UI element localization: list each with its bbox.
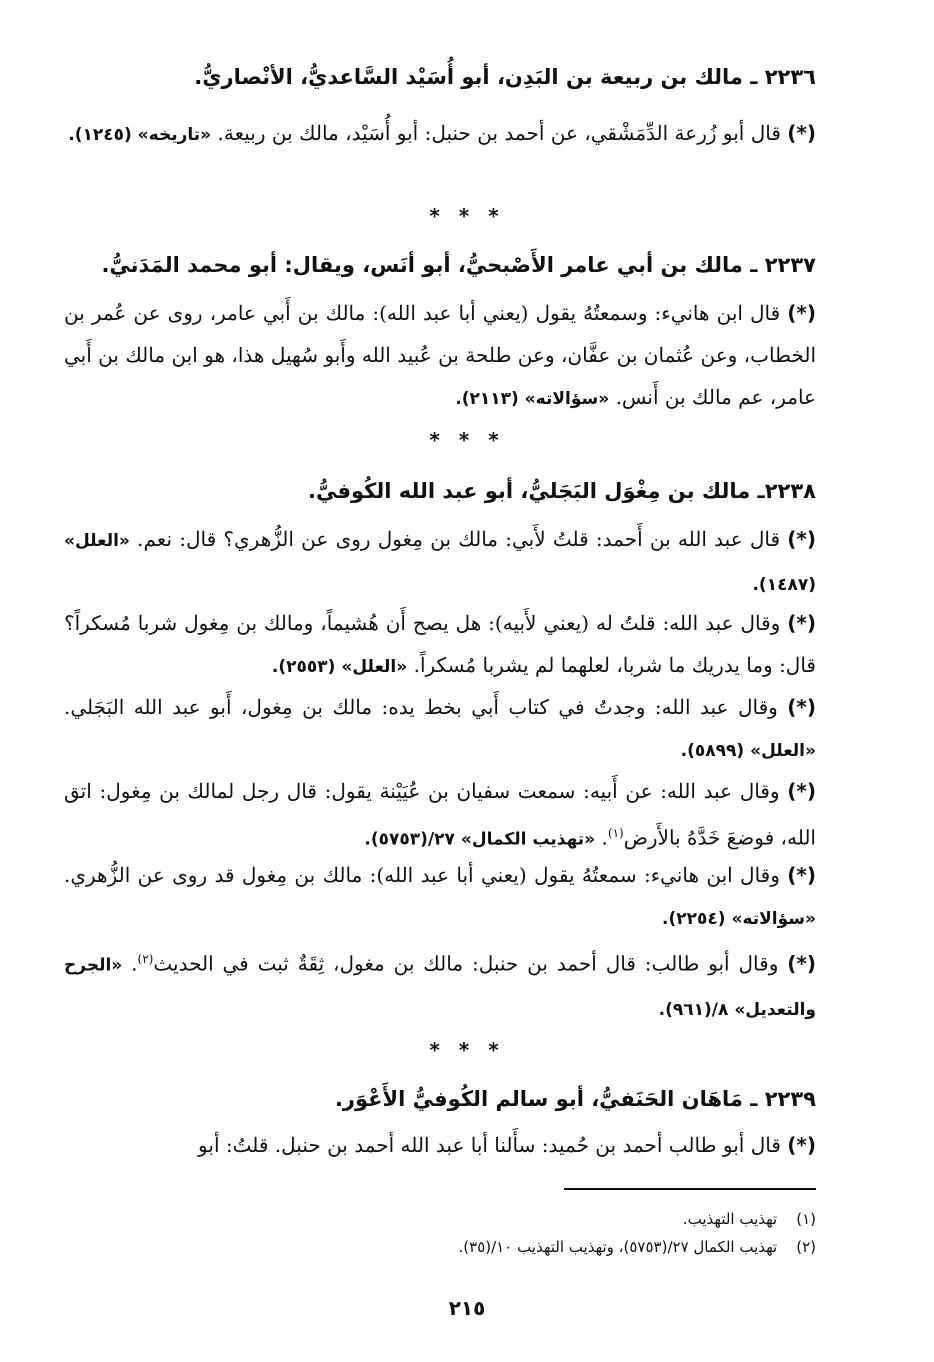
paragraph-text: وقال ابن هانيء: سمعتُهُ يقول (يعني أبا عبد الله): مالك بن مِغول قد روى عن الزُّهري. [64, 863, 780, 887]
star-marker: (*) [787, 863, 817, 887]
entry-title: ٢٢٣٦ ـ مالك بن ربيعة بن البَدِن، أبو أُسَيْد السَّاعديُّ، الأنْصاريُّ. [194, 65, 816, 89]
footnote-number: (٢) [796, 1238, 816, 1256]
paragraph-text: قال عبد الله بن أَحمد: قلتُ لأَبي: مالك بن مِغول روى عن الزُّهري؟ قال: نعم. [137, 527, 781, 551]
paragraph-text: وقال عبد الله: قلتُ له (يعني لأَبيه): هل يصح أَن هُشيماً، ومالك بن مِغول شربا مُسكراً؟ قال: وما يدريك ما شربا، لعلهما لم يشربا مُسكراً. [64, 611, 816, 677]
entry-paragraph [64, 518, 816, 606]
section-separator: * * * [429, 204, 505, 228]
entry-paragraph [64, 602, 816, 688]
paragraph-text-end: . [131, 951, 138, 976]
star-marker: (*) [787, 779, 816, 803]
star-marker: (*) [787, 527, 816, 551]
paragraph-text: قال أبو زُرعة الدِّمَشْقي، عن أحمد بن حنبل: أبو أُسَيْد، مالك بن ربيعة. [217, 121, 781, 145]
entry-paragraph [64, 1124, 816, 1166]
entry-title: ٢٢٣٩ ـ مَاهَان الحَنَفيُّ، أبو سالم الكُوفيُّ الأَعْوَر. [334, 1087, 816, 1111]
footnote [96, 1208, 816, 1230]
section-separator: * * * [429, 428, 505, 452]
footnote-text: تهذيب التهذيب. [682, 1210, 778, 1228]
entry-paragraph [64, 770, 816, 861]
source-reference: «العلل» (١٤٨٧). [64, 531, 816, 595]
star-marker: (*) [787, 611, 816, 635]
footnote-number: (١) [796, 1210, 816, 1228]
star-marker: (*) [787, 301, 816, 325]
page-number: ٢١٥ [448, 1296, 486, 1320]
paragraph-text-end: . [601, 825, 608, 850]
footnote [96, 1236, 816, 1258]
source-reference: «سؤالاته» (٢٢٥٤). [662, 909, 816, 929]
entry-paragraph [64, 112, 816, 156]
star-marker: (*) [787, 951, 816, 976]
source-reference: «العلل» (٢٥٥٣). [271, 657, 408, 677]
paragraph-text: قال ابن هانيء: وسمعتُهُ يقول (يعني أبا عبد الله): مالك بن أَبي عامر، روى عن عُمر بن الخطاب، وعن عُثمان بن عفَّان، وعن طلحة بن عُبيد الله وأَبو سُهيل هذا، هو ابن مالك بن أَبي عامر، عم مالك بن أَنس. [64, 301, 817, 409]
source-reference: «سؤالاته» (٢١١٣). [455, 389, 610, 409]
source-reference: «تهذيب الكمال» ٢٧/(٥٧٥٣). [364, 829, 596, 850]
paragraph-text: وقال عبد الله: وجدتُ في كتاب أَبي بخط يده: مالك بن مِغول، أَبو عبد الله البَجَلي. [64, 695, 778, 719]
entry-paragraph [64, 686, 816, 772]
source-reference: «العلل» (٥٨٩٩). [680, 741, 816, 761]
entry-paragraph [64, 938, 816, 1031]
source-reference: «تاريخه» (١٢٤٥). [68, 125, 212, 145]
section-separator: * * * [429, 1038, 505, 1062]
entry-paragraph [64, 292, 816, 420]
entry-title: ٢٢٣٨ـ مالك بن مِغْوَل البَجَليُّ، أبو عبد الله الكُوفيُّ. [307, 479, 816, 503]
paragraph-text: قال أبو طالب أحمد بن حُميد: سأَلنا أبا عبد الله أحمد بن حنبل. قلتُ: أبو [198, 1133, 781, 1157]
star-marker: (*) [787, 695, 816, 719]
footnote-marker: (١) [607, 826, 624, 840]
entry-title: ٢٢٣٧ ـ مالك بن أبي عامر الأَصْبحيُّ، أبو أنَس، ويقال: أبو محمد المَدَنيُّ. [101, 253, 816, 277]
footnote-marker: (٢) [137, 952, 154, 966]
footnote-text: تهذيب الكمال ٢٧/(٥٧٥٣)، وتهذيب التهذيب ١٠/(٣٥). [458, 1238, 778, 1256]
source-reference: «الجرح والتعديل» ٨/(٩٦١). [64, 955, 816, 1020]
star-marker: (*) [787, 1133, 816, 1157]
footnote-divider [564, 1188, 816, 1190]
star-marker: (*) [787, 121, 816, 145]
paragraph-text: وقال عبد الله: عن أَبيه: سمعت سفيان بن عُيَيْنة يقول: قال رجل لمالك بن مِغول: اتق الله، فوضعَ خَدَّهُ بالأَرض [64, 779, 816, 850]
entry-paragraph [64, 854, 816, 940]
paragraph-text: وقال أبو طالب: قال أحمد بن حنبل: مالك بن مغول، ثِقَةٌ ثبت في الحديث [153, 951, 779, 976]
